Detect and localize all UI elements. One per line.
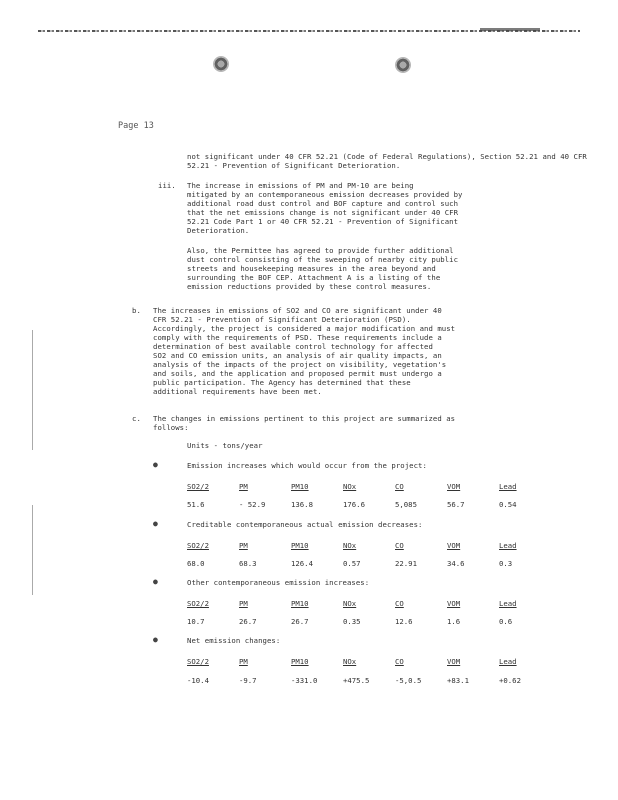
text-line: surrounding the BOF CEP. Attachment A is a listing of the <box>187 273 441 282</box>
table-cell: 26.7 <box>239 617 257 626</box>
text-line: Also, the Permittee has agreed to provide further additional <box>187 246 454 255</box>
column-header: SO2/2 <box>187 599 209 608</box>
text-line: The changes in emissions pertinent to this project are summarized as <box>153 414 456 423</box>
table-cell: -5,0.5 <box>395 676 422 685</box>
table-cell: -9.7 <box>239 676 257 685</box>
punch-hole-right <box>395 57 411 73</box>
text-line: analysis of the impacts of the project on visibility, vegetation's <box>153 360 447 369</box>
text-line: follows: <box>153 423 189 432</box>
text-line: determination of best available control technology for affected <box>153 342 433 351</box>
scan-left-edge-mark <box>32 330 33 450</box>
column-header: PM10 <box>291 599 309 608</box>
text-line: The increases in emissions of SO2 and CO are significant under 40 <box>153 306 442 315</box>
column-header: PM <box>239 599 248 608</box>
table-cell: 56.7 <box>447 500 465 509</box>
table-cell: 12.6 <box>395 617 413 626</box>
column-header: PM <box>239 541 248 550</box>
text-line: and soils, and the application and proposed permit must undergo a <box>153 369 442 378</box>
table-cell: 176.6 <box>343 500 365 509</box>
text-line: additional road dust control and BOF capture and control such <box>187 199 459 208</box>
table-cell: -10.4 <box>187 676 209 685</box>
bullet-icon: ● <box>153 519 158 528</box>
text-line: Deterioration. <box>187 226 250 235</box>
table-cell: 136.8 <box>291 500 313 509</box>
table-cell: 10.7 <box>187 617 205 626</box>
column-header: PM <box>239 657 248 666</box>
table-cell: 26.7 <box>291 617 309 626</box>
table-heading: Creditable contemporaneous actual emission decreases: <box>187 520 423 529</box>
table-row <box>187 676 539 685</box>
column-header: CO <box>395 599 404 608</box>
column-header: Lead <box>499 657 517 666</box>
column-header: SO2/2 <box>187 482 209 491</box>
table-cell: +83.1 <box>447 676 469 685</box>
bullet-icon: ● <box>153 460 158 469</box>
list-marker: c. <box>132 414 141 423</box>
text-line: additional requirements have been met. <box>153 387 322 396</box>
table-cell: 5,085 <box>395 500 417 509</box>
scan-top-mark <box>480 28 540 31</box>
text-line: SO2 and CO emission units, an analysis of air quality impacts, an <box>153 351 442 360</box>
column-header: SO2/2 <box>187 657 209 666</box>
column-header: CO <box>395 482 404 491</box>
text-line: Accordingly, the project is considered a major modification and must <box>153 324 456 333</box>
table-row <box>187 559 539 568</box>
text-line: mitigated by an contemporaneous emission decreases provided by <box>187 190 463 199</box>
column-header: SO2/2 <box>187 541 209 550</box>
column-header: VOM <box>447 482 461 491</box>
table-cell: - 52.9 <box>239 500 266 509</box>
table-header-row <box>187 657 539 666</box>
text-line: not significant under 40 CFR 52.21 (Code of Federal Regulations), Section 52.21 and 40 CFR <box>187 152 587 161</box>
table-cell: +475.5 <box>343 676 370 685</box>
table-cell: 1.6 <box>447 617 461 626</box>
table-header-row <box>187 541 539 550</box>
column-header: PM <box>239 482 248 491</box>
table-cell: 34.6 <box>447 559 465 568</box>
column-header: PM10 <box>291 482 309 491</box>
column-header: NOx <box>343 541 357 550</box>
bullet-icon: ● <box>153 635 158 644</box>
column-header: Lead <box>499 599 517 608</box>
list-marker: b. <box>132 306 141 315</box>
table-cell: 68.3 <box>239 559 257 568</box>
table-cell: 68.0 <box>187 559 205 568</box>
column-header: NOx <box>343 482 357 491</box>
column-header: VOM <box>447 657 461 666</box>
column-header: Lead <box>499 541 517 550</box>
column-header: Lead <box>499 482 517 491</box>
table-header-row <box>187 482 539 491</box>
table-heading: Emission increases which would occur from the project: <box>187 461 427 470</box>
table-row <box>187 617 539 626</box>
column-header: NOx <box>343 599 357 608</box>
units-label: Units - tons/year <box>187 441 263 450</box>
bullet-icon: ● <box>153 577 158 586</box>
punch-hole-left <box>213 56 229 72</box>
column-header: CO <box>395 541 404 550</box>
column-header: CO <box>395 657 404 666</box>
text-line: emission reductions provided by these control measures. <box>187 282 432 291</box>
table-cell: 0.54 <box>499 500 517 509</box>
text-line: comply with the requirements of PSD. These requirements include a <box>153 333 442 342</box>
scan-left-edge-mark <box>32 505 33 595</box>
column-header: NOx <box>343 657 357 666</box>
text-line: CFR 52.21 - Prevention of Significant Deterioration (PSD). <box>153 315 411 324</box>
text-line: The increase in emissions of PM and PM-10 are being <box>187 181 414 190</box>
table-cell: 126.4 <box>291 559 313 568</box>
text-line: that the net emissions change is not significant under 40 CFR <box>187 208 459 217</box>
text-line: public participation. The Agency has determined that these <box>153 378 411 387</box>
column-header: PM10 <box>291 541 309 550</box>
text-line: 52.21 Code Part 1 or 40 CFR 52.21 - Prevention of Significant <box>187 217 459 226</box>
page-label: Page 13 <box>118 121 154 131</box>
table-cell: -331.0 <box>291 676 318 685</box>
table-heading: Net emission changes: <box>187 636 281 645</box>
table-cell: 0.57 <box>343 559 361 568</box>
text-line: 52.21 - Prevention of Significant Deterioration. <box>187 161 401 170</box>
text-line: dust control consisting of the sweeping of nearby city public <box>187 255 459 264</box>
table-cell: +0.62 <box>499 676 521 685</box>
table-heading: Other contemporaneous emission increases: <box>187 578 370 587</box>
table-cell: 0.6 <box>499 617 513 626</box>
list-marker: iii. <box>158 181 176 190</box>
table-cell: 22.91 <box>395 559 417 568</box>
table-cell: 0.35 <box>343 617 361 626</box>
table-cell: 51.6 <box>187 500 205 509</box>
table-header-row <box>187 599 539 608</box>
column-header: VOM <box>447 541 461 550</box>
text-line: streets and housekeeping measures in the area beyond and <box>187 264 436 273</box>
column-header: PM10 <box>291 657 309 666</box>
table-row <box>187 500 539 509</box>
column-header: VOM <box>447 599 461 608</box>
table-cell: 0.3 <box>499 559 513 568</box>
